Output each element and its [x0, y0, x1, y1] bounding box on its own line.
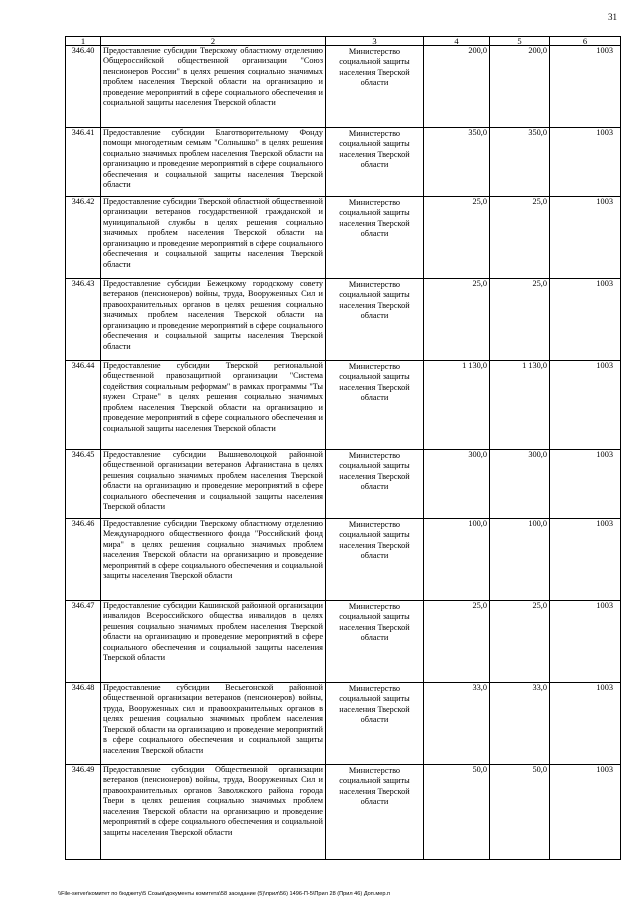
- row-description: Предоставление субсидии Весьегонской районной общественной организации ветеранов (пенсионеров) войны, труда, Вооруженных сил и правоохранительных органов в целях решения социально значимых проблем населения Тверской области на организацию и проведение мероприятий в сфере социального обеспечения и социальной защиты населения Тверской области: [101, 683, 326, 765]
- row-section-code: 1003: [550, 601, 621, 683]
- row-amount-1: 300,0: [424, 450, 490, 519]
- row-executor: Министерство социальной защиты населения Тверской области: [326, 46, 424, 128]
- row-section-code: 1003: [550, 361, 621, 450]
- row-description: Предоставление субсидии Кашинской районной организации инвалидов Всероссийского общества инвалидов в целях решения социально значимых проблем населения Тверской области на организацию и проведение мероприятий в сфере социального обеспечения и социальной защиты населения Тверской области: [101, 601, 326, 683]
- row-description: Предоставление субсидии Вышневолоцкой районной общественной организации ветеранов Афганистана в целях решения социально значимых проблем населения Тверской области на организацию и проведение мероприятий в сфере социального обеспечения и социальной защиты населения Тверской области: [101, 450, 326, 519]
- row-amount-2: 100,0: [490, 519, 550, 601]
- row-section-code: 1003: [550, 683, 621, 765]
- table-row: [66, 197, 621, 279]
- row-executor: Министерство социальной защиты населения Тверской области: [326, 361, 424, 450]
- table-row: [66, 279, 621, 361]
- row-amount-1: 33,0: [424, 683, 490, 765]
- table-row: [66, 46, 621, 128]
- row-code: 346.46: [66, 519, 101, 601]
- row-executor: Министерство социальной защиты населения Тверской области: [326, 197, 424, 279]
- row-description: Предоставление субсидии Общественной организации ветеранов (пенсионеров) войны, труда, Вооруженных Сил и правоохранительных органов Заволжского района города Твери в целях решения социально значимых проблем населения Тверской области на организацию и проведение мероприятий в сфере социального обеспечения и социальной защиты населения Тверской области: [101, 765, 326, 860]
- row-code: 346.49: [66, 765, 101, 860]
- row-amount-1: 25,0: [424, 197, 490, 279]
- row-code: 346.45: [66, 450, 101, 519]
- footer-file-path: \\File-server\комитет по бюджету\5 Созыв\документы комитета\58 заседание (5)\прил\56) 1496-П-5\Прил 28 (Прил 46) Доп.мер.п: [58, 891, 391, 897]
- row-executor: Министерство социальной защиты населения Тверской области: [326, 765, 424, 860]
- column-number: 3: [326, 37, 424, 46]
- table-row: [66, 519, 621, 601]
- table-row: [66, 601, 621, 683]
- column-number: 2: [101, 37, 326, 46]
- row-amount-2: 200,0: [490, 46, 550, 128]
- row-amount-1: 25,0: [424, 601, 490, 683]
- row-amount-2: 350,0: [490, 128, 550, 197]
- table-row: [66, 765, 621, 860]
- row-amount-2: 33,0: [490, 683, 550, 765]
- row-executor: Министерство социальной защиты населения Тверской области: [326, 601, 424, 683]
- table-row: [66, 361, 621, 450]
- row-description: Предоставление субсидии Благотворительному Фонду помощи многодетным семьям "Солнышко" в целях решения социально значимых проблем населения Тверской области на организацию и проведение мероприятий в сфере социального обеспечения и социальной защиты населения Тверской области: [101, 128, 326, 197]
- table-row: [66, 450, 621, 519]
- row-description: Предоставление субсидии Тверской региональной общественной правозащитной организации "Система содействия социальным реформам" в рамках программы "Ты нужен Стране" в целях решения социально значимых проблем населения Тверской области на организацию и проведение мероприятий в сфере социального обеспечения и социальной защиты населения Тверской области: [101, 361, 326, 450]
- row-executor: Министерство социальной защиты населения Тверской области: [326, 450, 424, 519]
- row-amount-1: 25,0: [424, 279, 490, 361]
- row-code: 346.47: [66, 601, 101, 683]
- column-number: 1: [66, 37, 101, 46]
- row-description: Предоставление субсидии Тверскому областному отделению Международного общественного фонда "Российский фонд мира" в целях решения социально значимых проблем населения Тверской области на организацию и проведение мероприятий в сфере социального обеспечения и социальной защиты населения Тверской области: [101, 519, 326, 601]
- column-number: 5: [490, 37, 550, 46]
- row-code: 346.41: [66, 128, 101, 197]
- row-amount-2: 25,0: [490, 601, 550, 683]
- row-description: Предоставление субсидии Тверскому областному отделению Общероссийской общественной организации "Союз пенсионеров России" в целях решения социально значимых проблем населения Тверской области на организацию и проведение мероприятий в сфере социального обеспечения и социальной защиты населения Тверской области: [101, 46, 326, 128]
- row-section-code: 1003: [550, 279, 621, 361]
- row-section-code: 1003: [550, 519, 621, 601]
- row-section-code: 1003: [550, 765, 621, 860]
- row-amount-2: 25,0: [490, 279, 550, 361]
- page-number: 31: [608, 12, 617, 22]
- row-code: 346.43: [66, 279, 101, 361]
- table-row: [66, 683, 621, 765]
- column-number: 6: [550, 37, 621, 46]
- row-amount-2: 50,0: [490, 765, 550, 860]
- row-code: 346.44: [66, 361, 101, 450]
- row-amount-2: 300,0: [490, 450, 550, 519]
- row-code: 346.40: [66, 46, 101, 128]
- table-row: [66, 128, 621, 197]
- column-number: 4: [424, 37, 490, 46]
- row-code: 346.48: [66, 683, 101, 765]
- row-executor: Министерство социальной защиты населения Тверской области: [326, 519, 424, 601]
- row-amount-1: 50,0: [424, 765, 490, 860]
- row-section-code: 1003: [550, 450, 621, 519]
- row-description: Предоставление субсидии Бежецкому городскому совету ветеранов (пенсионеров) войны, труда, Вооруженных Сил и правоохранительных органов в целях решения социально значимых проблем населения Тверской области на организацию и проведение мероприятий в сфере социального обеспечения и социальной защиты населения Тверской области: [101, 279, 326, 361]
- row-description: Предоставление субсидии Тверской областной общественной организации ветеранов государственной гражданской и муниципальной службы в целях решения социально значимых проблем населения Тверской области на организацию и проведение мероприятий в сфере социального обеспечения и социальной защиты населения Тверской области: [101, 197, 326, 279]
- row-executor: Министерство социальной защиты населения Тверской области: [326, 279, 424, 361]
- row-executor: Министерство социальной защиты населения Тверской области: [326, 683, 424, 765]
- row-amount-1: 100,0: [424, 519, 490, 601]
- budget-table: [65, 36, 621, 860]
- row-amount-1: 350,0: [424, 128, 490, 197]
- row-section-code: 1003: [550, 197, 621, 279]
- row-section-code: 1003: [550, 46, 621, 128]
- row-amount-2: 25,0: [490, 197, 550, 279]
- column-number-row: [66, 37, 621, 46]
- row-amount-1: 200,0: [424, 46, 490, 128]
- row-amount-1: 1 130,0: [424, 361, 490, 450]
- row-section-code: 1003: [550, 128, 621, 197]
- row-code: 346.42: [66, 197, 101, 279]
- row-amount-2: 1 130,0: [490, 361, 550, 450]
- row-executor: Министерство социальной защиты населения Тверской области: [326, 128, 424, 197]
